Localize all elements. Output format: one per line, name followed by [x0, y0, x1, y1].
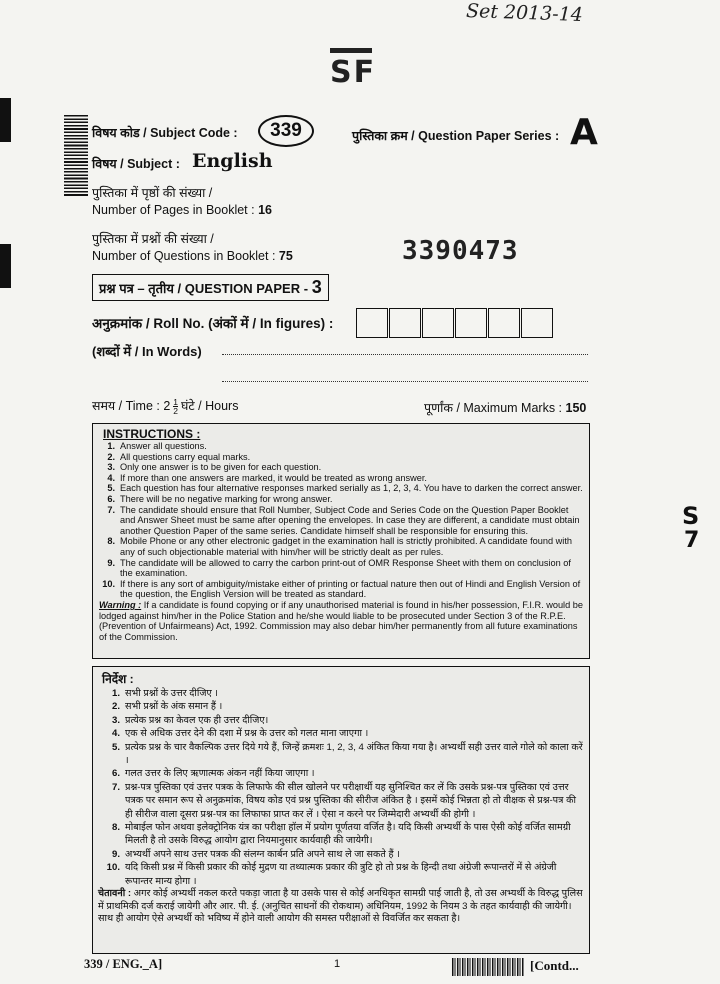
instruction-number: 4.	[111, 728, 120, 740]
instruction-number: 5.	[107, 483, 115, 494]
crop-mark	[0, 244, 11, 288]
instruction-text: Each question has four alternative responses marked serially as 1, 2, 3, 4. You have to darken the correct answer.	[120, 483, 583, 494]
instruction-text: The candidate should ensure that Roll Number, Subject Code and Series Code on the Question Paper Booklet and Answer Sheet must be same after opening the envelopes. In case they are different, a candidate must obtain another Question Paper of the same series. Candidate himself shall be responsible for ensuring this.	[120, 504, 580, 536]
instruction-number: 10.	[106, 862, 120, 874]
instruction-number: 1.	[107, 441, 115, 451]
roll-digit-box[interactable]	[389, 308, 421, 338]
time-label: समय / Time : 2 $\frac{1}{2}$ घंटे / Hours	[92, 396, 239, 417]
instruction-item	[98, 861, 584, 888]
subject-code-label: विषय कोड / Subject Code :	[92, 126, 238, 140]
instruction-text: If more than one answers are marked, it would be treated as wrong answer.	[120, 472, 427, 483]
max-marks-label: पूर्णांक / Maximum Marks : 150	[424, 401, 587, 415]
words-label: (शब्दों में / In Words)	[92, 344, 202, 359]
instruction-item	[98, 714, 584, 727]
instruction-number: 7.	[107, 504, 115, 515]
instruction-text: सभी प्रश्नों के उत्तर दीजिए ।	[125, 688, 219, 699]
roll-words-line-2[interactable]	[222, 381, 588, 382]
instruction-item	[97, 558, 585, 579]
instruction-item	[97, 441, 585, 452]
max-marks-value: 150	[565, 401, 587, 415]
subject-value: English	[192, 150, 273, 172]
crop-mark	[0, 98, 11, 142]
side-mark-s: S	[682, 502, 700, 530]
roll-digit-box[interactable]	[455, 308, 487, 338]
barcode-strip	[64, 115, 88, 197]
instruction-number: 9.	[107, 557, 115, 568]
instructions-title: INSTRUCTIONS :	[103, 427, 201, 441]
instruction-text: प्रत्येक प्रश्न के चार वैकल्पिक उत्तर दिये गये हैं, जिन्हें क्रमशः 1, 2, 3, 4 अंकित किया गया है। अभ्यर्थी सही उत्तर वाले गोले को काला करें ।	[125, 741, 583, 767]
instruction-item	[98, 781, 584, 821]
nirdesh-box	[92, 666, 590, 954]
nirdesh-title: निर्देश :	[102, 672, 134, 686]
series-label: पुस्तिका क्रम / Question Paper Series :	[352, 129, 560, 143]
instruction-text: सभी प्रश्नों के अंक समान हैं ।	[125, 701, 223, 713]
roll-number-label: अनुक्रमांक / Roll No. (अंकों में / In figures) :	[92, 316, 334, 331]
roll-digit-box[interactable]	[488, 308, 520, 338]
instruction-item	[97, 473, 585, 484]
instruction-number: 6.	[107, 493, 115, 504]
instruction-item	[98, 727, 584, 740]
questions-label-hindi: पुस्तिका में प्रश्नों की संख्या /	[92, 232, 214, 246]
pages-value: 16	[258, 203, 272, 217]
instruction-text: एक से अधिक उत्तर देने की दशा में प्रश्न के उत्तर को गलत माना जाएगा ।	[125, 728, 369, 740]
instruction-number: 7.	[111, 781, 120, 793]
instructions-list	[97, 441, 585, 600]
instruction-text: All questions carry equal marks.	[120, 451, 251, 462]
page-number: 1	[334, 958, 341, 970]
questions-label: Number of Questions in Booklet : 75	[92, 249, 293, 263]
pages-label: Number of Pages in Booklet : 16	[92, 203, 272, 217]
question-paper-box: प्रश्न पत्र – तृतीय / QUESTION PAPER - 3	[92, 274, 329, 301]
instruction-item	[98, 821, 584, 848]
instruction-text: If there is any sort of ambiguity/mistake either of printing or factual nature then out of Hindi and English Version of the question, the English Version will be treated as standard.	[120, 578, 581, 600]
footer-code: 339 / ENG._A]	[84, 957, 163, 971]
instruction-text: Only one answer is to be given for each question.	[120, 462, 322, 473]
nirdesh-list	[98, 687, 584, 888]
instruction-text: The candidate will be allowed to carry the carbon print-out of OMR Response Sheet with them on conclusion of the examination.	[120, 557, 571, 579]
footer-barcode	[452, 958, 524, 976]
instructions-box	[92, 423, 590, 659]
subject-code: 339	[258, 115, 314, 147]
instruction-number: 1.	[111, 688, 120, 699]
instruction-text: Answer all questions.	[120, 441, 207, 451]
subject-label: विषय / Subject :	[92, 157, 180, 171]
instruction-item	[97, 462, 585, 473]
instruction-text: मोबाईल फोन अथवा इलेक्ट्रोनिक यंत्र का परीक्षा हॉल में प्रयोग पूर्णतया वर्जित है। यदि किसी अभ्यर्थी के पास ऐसी कोई वर्जित सामग्री मिलती है तो उसके विरुद्ध आयोग द्वारा नियमानुसार कार्यवाही की जायेगी।	[125, 822, 571, 847]
serial-number: 3390473	[402, 236, 519, 266]
instruction-item	[98, 700, 584, 713]
commission-logo: SF	[330, 48, 376, 90]
instruction-item	[97, 483, 585, 494]
instruction-number: 4.	[107, 472, 115, 483]
instruction-number: 6.	[111, 768, 120, 780]
instruction-number: 3.	[107, 462, 115, 473]
handwritten-note: Set 2013-14	[465, 0, 584, 27]
instruction-text: प्रश्न-पत्र पुस्तिका एवं उत्तर पत्रक के लिफाफे की सील खोलने पर परीक्षार्थी यह सुनिश्चित कर लें कि उसके प्रश्न-पत्र पुस्तिका एवं उत्तर पत्रक पर समान रूप से अनुक्रमांक, विषय कोड एवं प्रश्न पुस्तिका की सीरीज अंकित है । इसमें कोई भिन्नता हो तो वीक्षक से प्रश्न-पत्र की ही सीरीज वाला दूसरा प्रश्न-पत्र का लिफाफा प्राप्त कर लें । ऐसा न करने पर जिम्मेदारी अभ्यर्थी की होगी ।	[125, 781, 576, 820]
instruction-item	[97, 536, 585, 557]
contd-label: [Contd...	[530, 958, 579, 973]
instructions-warning: Warning : If a candidate is found copying or if any unauthorised material is found in his/her possession, F.I.R. would be lodged against him/her in the Police Station and he/she would liable to be prosecuted under Section 3 of the R.P.E. (Prevention of Unfairmeans) Act, 1992. Commission may also debar him/her permanently from all future examinations of the Commission.	[99, 599, 583, 642]
instruction-number: 8.	[111, 822, 120, 834]
roll-digit-box[interactable]	[521, 308, 553, 338]
instruction-text: यदि किसी प्रश्न में किसी प्रकार की कोई मुद्रण या तथ्यात्मक प्रकार की त्रुटि हो तो प्रश्न के हिन्दी तथा अंग्रेजी रूपान्तरों में से अंग्रेजी रूपान्तर मान्य होगा ।	[125, 862, 557, 887]
roll-number-boxes	[356, 308, 554, 343]
roll-words-line[interactable]	[222, 354, 588, 355]
roll-digit-box[interactable]	[422, 308, 454, 338]
side-mark-7: 7	[684, 528, 700, 553]
instruction-item	[98, 767, 584, 780]
instruction-item	[97, 505, 585, 537]
instruction-number: 3.	[111, 714, 120, 726]
instruction-item	[98, 687, 584, 700]
paper-number: 3	[311, 277, 322, 297]
instruction-text: अभ्यर्थी अपने साथ उत्तर पत्रक की संलग्न कार्बन प्रति अपने साथ ले जा सकते हैं ।	[125, 848, 400, 860]
nirdesh-warning: चेतावनी : अगर कोई अभ्यर्थी नकल करते पकड़ा जाता है या उसके पास से कोई अनधिकृत सामग्री पाई जाती है, तो उस अभ्यर्थी के विरुद्ध पुलिस में प्राथमिकी दर्ज कराई जायेगी और आर. पी. ई. (अनुचित साधनों की रोकथाम) अधिनियम, 1992 के नियम 3 के तहत कार्यवाही की जायेगी। साथ ही आयोग ऐसे अभ्यर्थी को भविष्य में होने वाली आयोग की समस्त परीक्षाओं से विवर्जित कर सकता है।	[98, 888, 583, 925]
instruction-number: 2.	[111, 701, 120, 713]
instruction-item	[97, 452, 585, 463]
instruction-item	[97, 579, 585, 600]
instruction-number: 10.	[102, 578, 115, 589]
instruction-text: गलत उत्तर के लिए ऋणात्मक अंकन नहीं किया जाएगा ।	[125, 768, 315, 780]
instruction-item	[98, 741, 584, 768]
instruction-number: 2.	[107, 451, 115, 462]
series-code: A	[570, 112, 598, 153]
instruction-number: 8.	[107, 536, 115, 547]
instruction-number: 5.	[111, 741, 120, 753]
instruction-text: There will be no negative marking for wrong answer.	[120, 493, 333, 504]
questions-value: 75	[278, 249, 293, 263]
instruction-text: Mobile Phone or any other electronic gadget in the examination hall is strictly prohibited. A candidate found with any of such objectionable material with him/her will be strictly dealt as per rules.	[120, 536, 572, 557]
pages-label-hindi: पुस्तिका में पृष्ठों की संख्या /	[92, 186, 213, 200]
instruction-number: 9.	[111, 848, 120, 860]
instruction-text: प्रत्येक प्रश्न का केवल एक ही उत्तर दीजिए।	[125, 714, 269, 726]
instruction-item	[98, 848, 584, 861]
instruction-item	[97, 494, 585, 505]
roll-digit-box[interactable]	[356, 308, 388, 338]
